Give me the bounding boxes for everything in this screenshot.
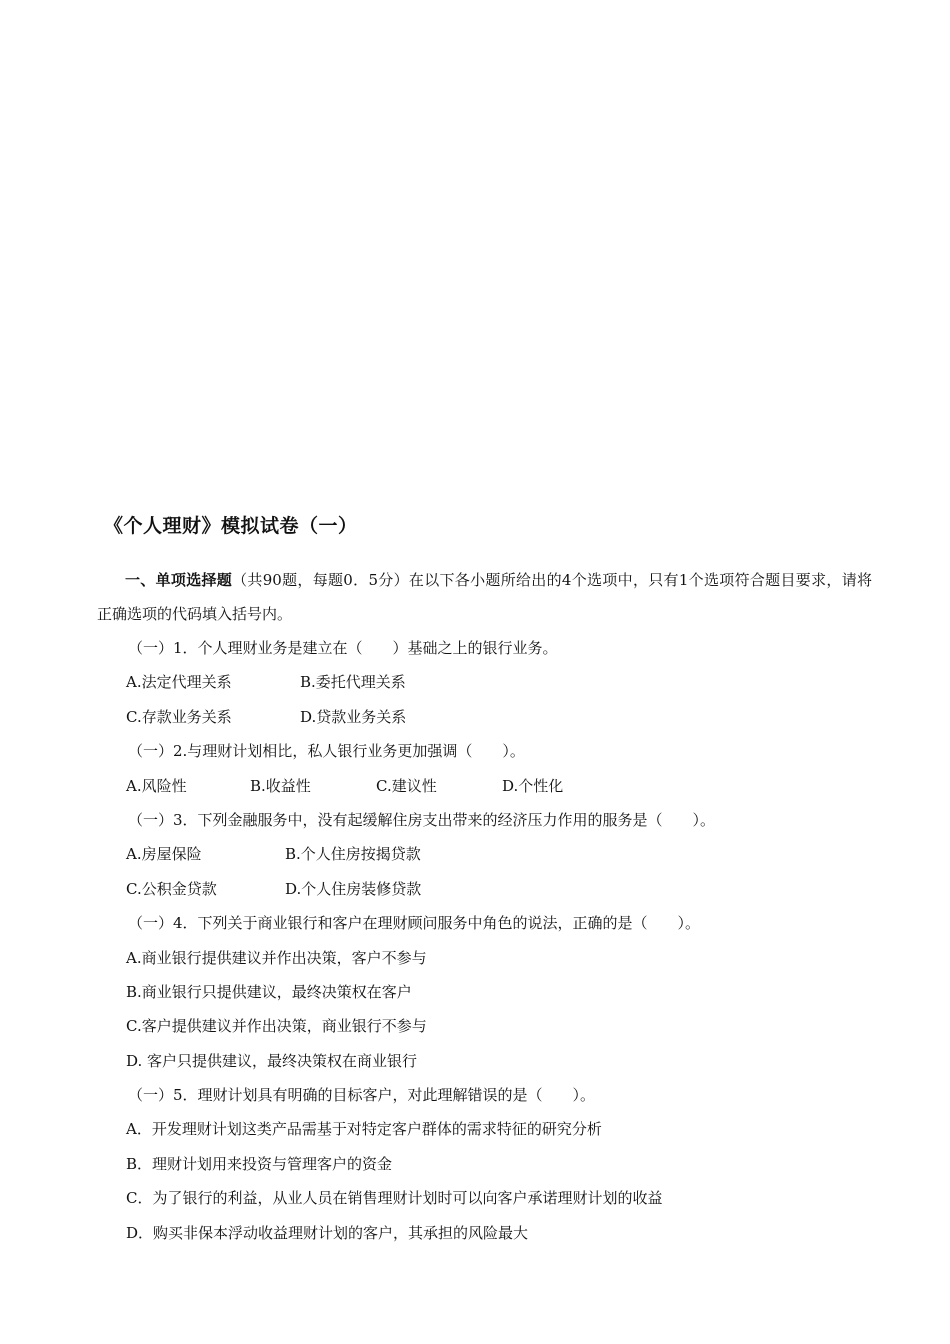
section-instructions: （共90题，每题0．5分）在以下各小题所给出的4个选项中，只有1个选项符合题目要求，请将正确选项的代码填入括号内。 (97, 571, 872, 623)
question-2-option-b: B.收益性 (250, 776, 311, 795)
question-5-option-a: A．开发理财计划这类产品需基于对特定客户群体的需求特征的研究分析 (126, 1120, 602, 1139)
section-heading: 一、单项选择题 (125, 571, 233, 589)
question-3-stem: （一）3．下列金融服务中，没有起缓解住房支出带来的经济压力作用的服务是（ ）。 (128, 810, 716, 829)
question-1-options-row-2 (0, 700, 950, 734)
question-2-stem: （一）2.与理财计划相比，私人银行业务更加强调（ ）。 (128, 742, 525, 761)
question-5-option-b: B．理财计划用来投资与管理客户的资金 (126, 1154, 393, 1173)
question-1-option-b: B.委托代理关系 (300, 673, 406, 692)
question-5-stem: （一）5．理财计划具有明确的目标客户，对此理解错误的是（ ）。 (128, 1086, 596, 1105)
question-4-option-b: B.商业银行只提供建议，最终决策权在客户 (126, 982, 412, 1001)
question-3-option-a: A.房屋保险 (126, 845, 202, 864)
question-3-option-d: D.个人住房装修贷款 (285, 879, 422, 898)
section-intro (97, 563, 872, 631)
question-2-option-c: C.建议性 (376, 776, 437, 795)
question-1-option-a: A.法定代理关系 (126, 673, 232, 692)
question-5-option-c: C．为了银行的利益，从业人员在销售理财计划时可以向客户承诺理财计划的收益 (126, 1189, 663, 1208)
question-4-option-c: C.客户提供建议并作出决策，商业银行不参与 (126, 1017, 427, 1036)
question-2-options-row (0, 769, 950, 803)
question-3-options-row-1 (0, 837, 950, 871)
question-3-option-c: C.公积金贷款 (126, 879, 217, 898)
question-1-option-d: D.贷款业务关系 (300, 707, 407, 726)
question-2-option-a: A.风险性 (126, 776, 187, 795)
question-3-option-b: B.个人住房按揭贷款 (285, 845, 421, 864)
question-1-option-c: C.存款业务关系 (126, 707, 232, 726)
question-1-options-row-1 (0, 665, 950, 699)
question-5-option-d: D．购买非保本浮动收益理财计划的客户，其承担的风险最大 (126, 1223, 529, 1242)
document-title: 《个人理财》模拟试卷（一） (104, 515, 358, 537)
question-4-option-d: D. 客户只提供建议，最终决策权在商业银行 (126, 1051, 418, 1070)
question-4-option-a: A.商业银行提供建议并作出决策，客户不参与 (126, 948, 427, 967)
question-2-option-d: D.个性化 (502, 776, 564, 795)
question-1-stem: （一）1．个人理财业务是建立在（ ）基础之上的银行业务。 (128, 639, 558, 657)
question-3-options-row-2 (0, 872, 950, 906)
question-4-stem: （一）4．下列关于商业银行和客户在理财顾问服务中角色的说法，正确的是（ ）。 (128, 914, 701, 933)
question-list (0, 631, 950, 1250)
